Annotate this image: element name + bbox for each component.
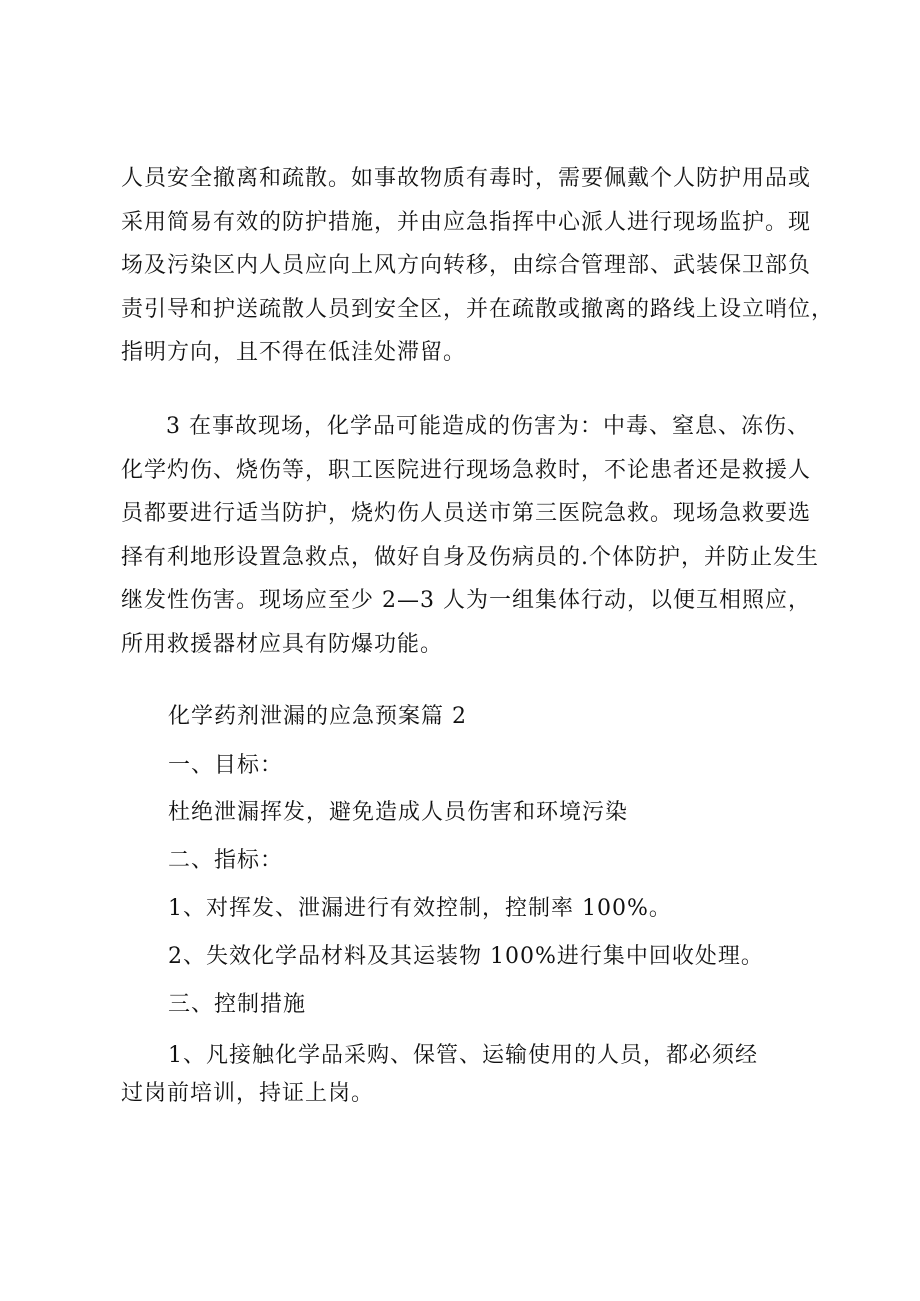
- paragraph-line: 员都要进行适当防护，烧灼伤人员送市第三医院急救。现场急救要选: [121, 501, 812, 527]
- paragraph-line: 3 在事故现场，化学品可能造成的伤害为：中毒、窒息、冻伤、: [166, 414, 810, 439]
- paragraph-line: 指明方向，且不得在低洼处滞留。: [121, 340, 467, 366]
- paragraph-line: 择有利地形设置急救点，做好自身及伤病员的.个体防护，并防止发生: [121, 544, 819, 570]
- section-title: 化学药剂泄漏的应急预案篇 2: [168, 704, 467, 729]
- measures-heading: 三、控制措施: [168, 992, 307, 1017]
- measure-item-1: [121, 1037, 811, 1113]
- paragraph-line: 继发性伤害。现场应至少 2—3 人为一组集体行动，以便互相照应，: [121, 588, 811, 614]
- paragraph-first-aid: [121, 405, 819, 667]
- indicator-heading: 二、指标：: [168, 848, 284, 873]
- paragraph-line: 1、凡接触化学品采购、保管、运输使用的人员，都必须经: [168, 1043, 758, 1068]
- paragraph-line: 人员安全撤离和疏散。如事故物质有毒时，需要佩戴个人防护用品或: [121, 166, 812, 191]
- paragraph-line: 责引导和护送疏散人员到安全区，并在疏散或撤离的路线上设立哨位，: [121, 296, 835, 322]
- goal-text: 杜绝泄漏挥发，避免造成人员伤害和环境污染: [168, 800, 629, 825]
- paragraph-line: 过岗前培训，持证上岗。: [121, 1081, 375, 1106]
- indicator-item-1: 1、对挥发、泄漏进行有效控制，控制率 100%。: [168, 896, 672, 921]
- paragraph-line: 场及污染区内人员应向上风方向转移，由综合管理部、武装保卫部负: [121, 253, 812, 279]
- paragraph-evacuation: [121, 157, 835, 375]
- paragraph-line: 采用简易有效的防护措施，并由应急指挥中心派人进行现场监护。现: [121, 209, 812, 235]
- paragraph-line: 化学灼伤、烧伤等，职工医院进行现场急救时，不论患者还是救援人: [121, 457, 812, 483]
- paragraph-line: 所用救援器材应具有防爆功能。: [121, 631, 444, 657]
- indicator-item-2: 2、失效化学品材料及其运装物 100%进行集中回收处理。: [168, 944, 764, 969]
- goal-heading: 一、目标：: [168, 753, 284, 778]
